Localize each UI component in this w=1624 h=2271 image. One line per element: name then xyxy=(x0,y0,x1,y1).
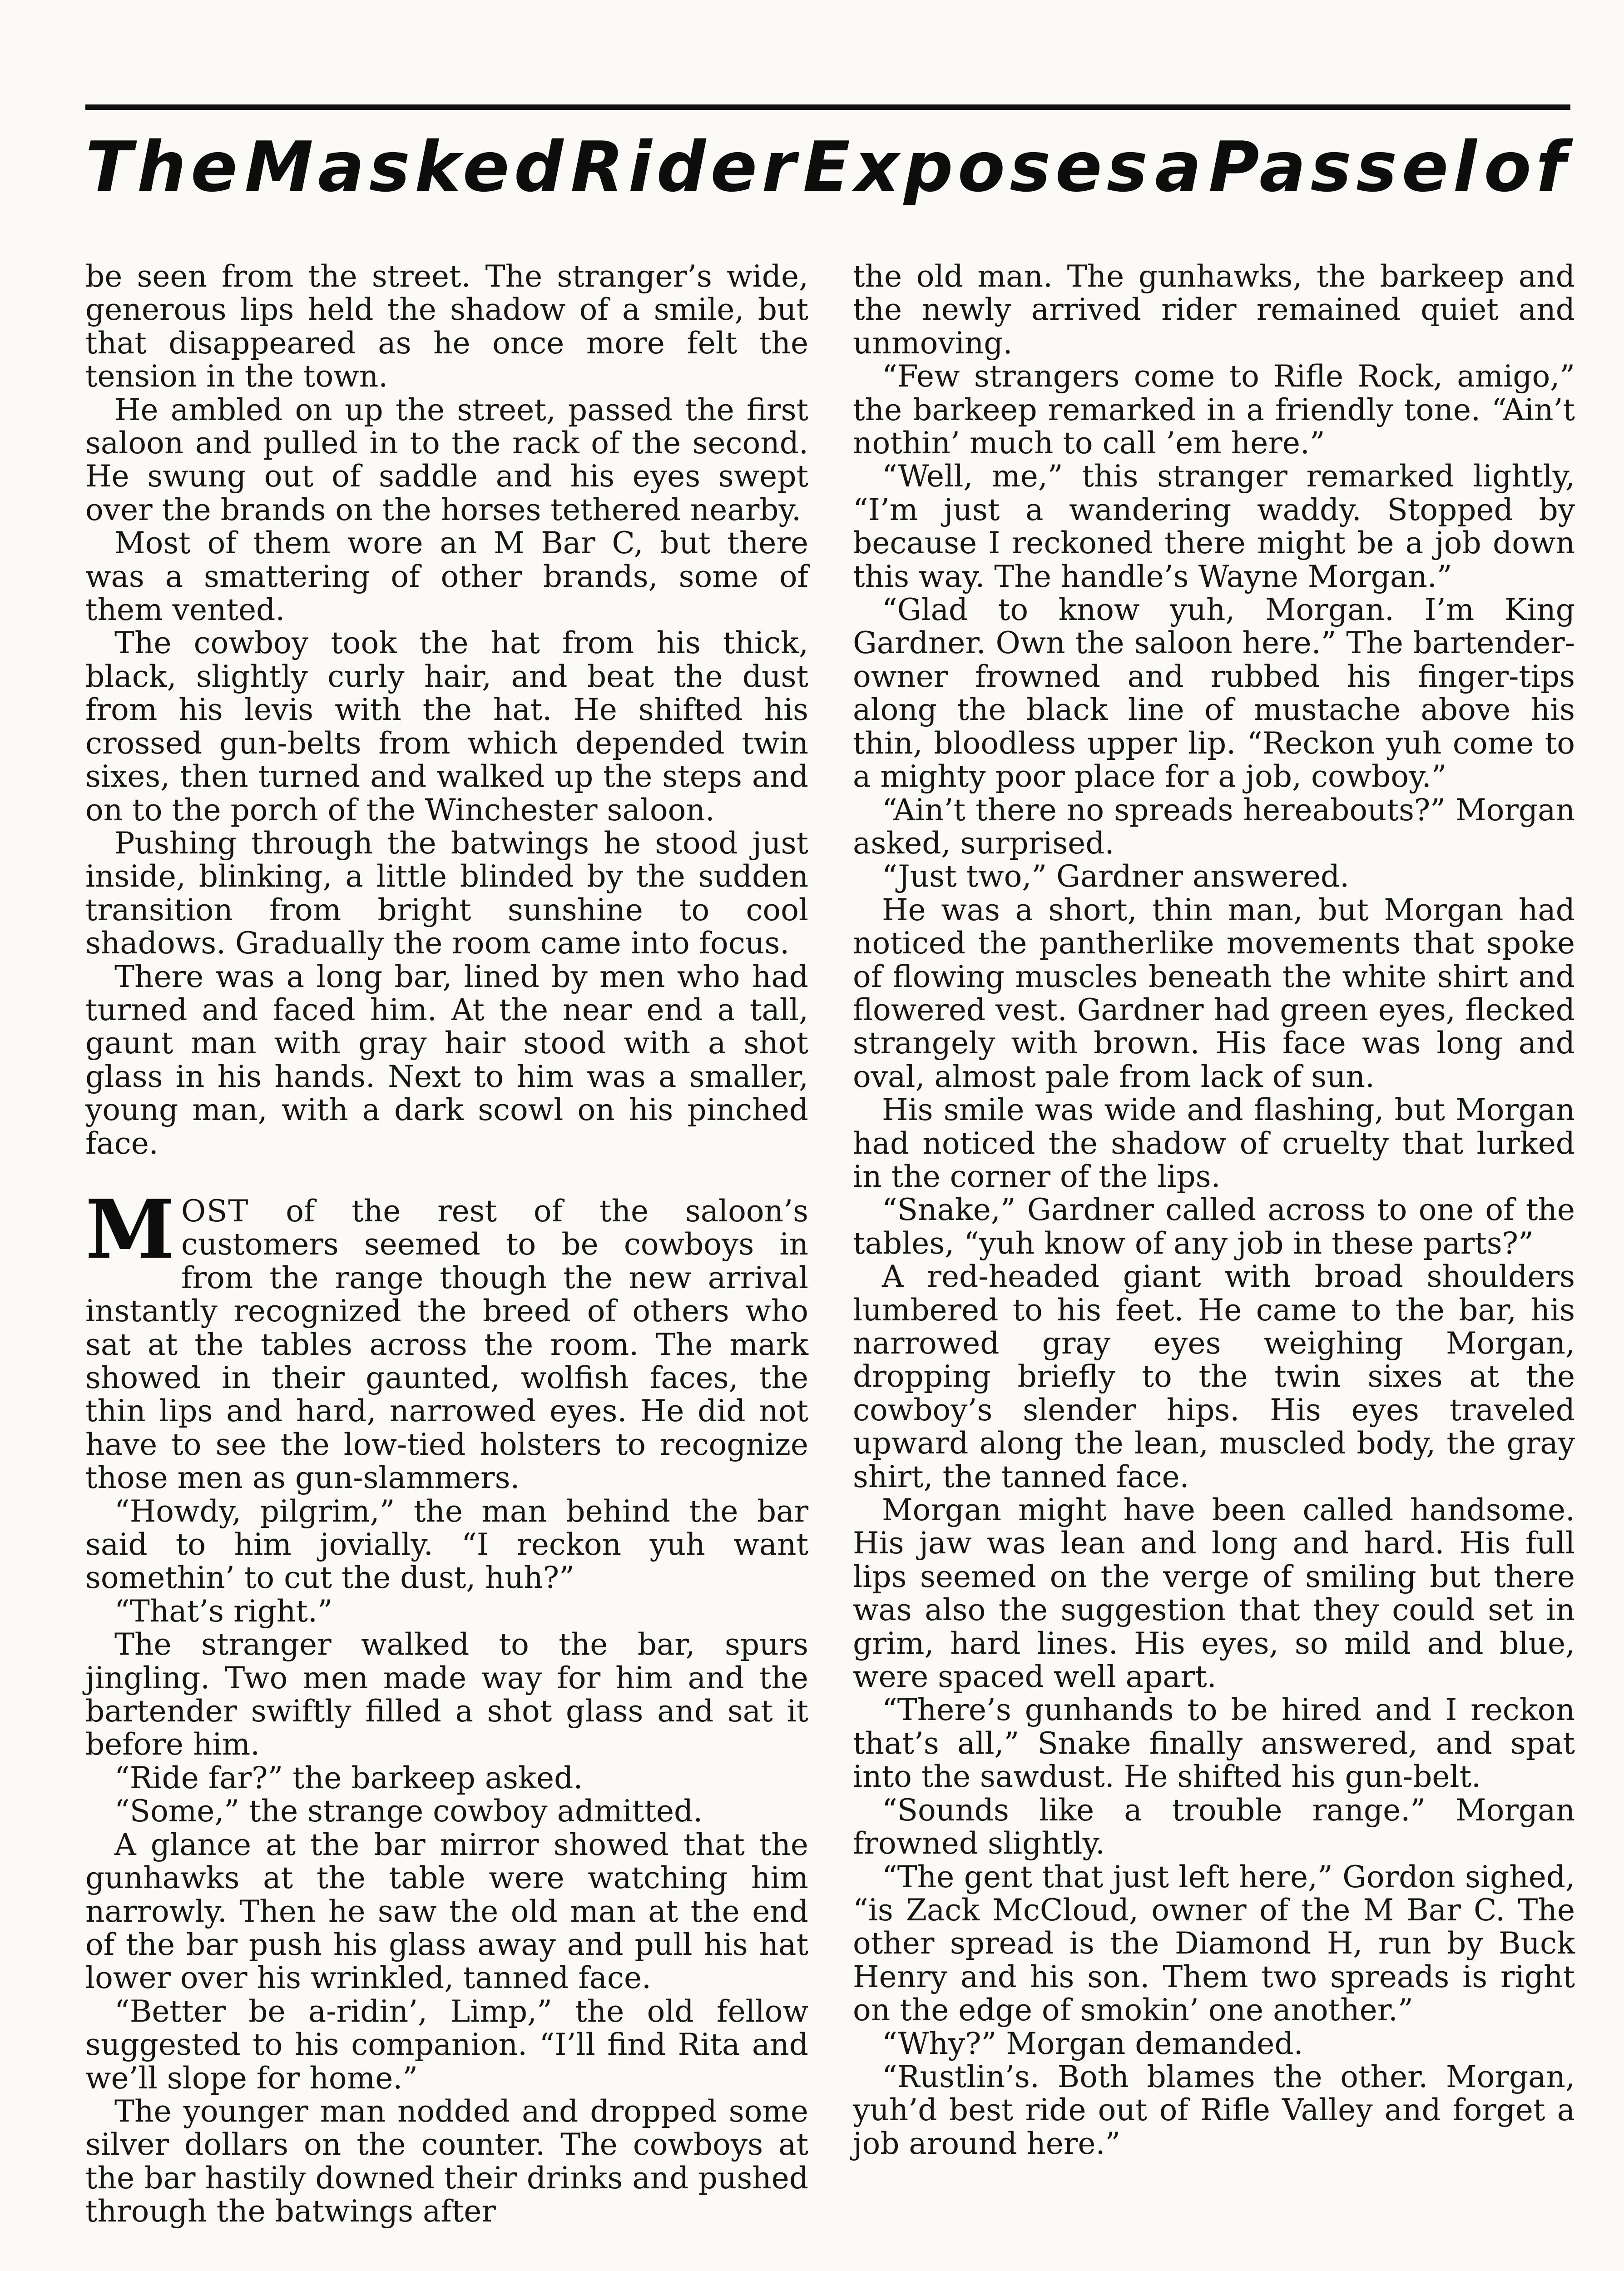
title-word: a xyxy=(1154,126,1206,207)
paragraph: “Few strangers come to Rifle Rock, amigo,” the barkeep remarked in a friendly tone. “Ain’t nothin’ much to call ’em here.” xyxy=(853,359,1575,461)
dropcap-paragraph xyxy=(85,1181,808,1496)
right-column xyxy=(853,260,1575,2160)
paragraph: He ambled on up the street, passed the first saloon and pulled in to the rack of the second. He swung out of saddle and his eyes swept over the brands on the horses tethered nearby. xyxy=(85,392,808,527)
paragraph: The stranger walked to the bar, spurs jingling. Two men made way for him and the bartender swiftly filled a shot glass and sat it before him. xyxy=(85,1627,808,1762)
paragraph: “Well, me,” this stranger remarked lightly, “I’m just a wandering waddy. Stopped by because I reckoned there might be a job down this way. The handle’s Wayne Morgan.” xyxy=(853,459,1575,594)
paragraph: He was a short, thin man, but Morgan had noticed the pantherlike movements that spoke of flowing muscles beneath the white shirt and flowered vest. Gardner had green eyes, flecked strangely with brown. His face was long and oval, almost pale from lack of sun. xyxy=(853,892,1575,1094)
paragraph: “Better be a-ridin’, Limp,” the old fellow suggested to his companion. “I’ll find Rita and we’ll slope for home.” xyxy=(85,1993,808,2096)
paragraph: “Glad to know yuh, Morgan. I’m King Gardner. Own the saloon here.” The bartender-owner frowned and rubbed his finger-tips along the black line of mustache above his thin, bloodless upper lip. “Reckon yuh come to a mighty poor place for a job, cowboy.” xyxy=(853,592,1575,794)
paragraph: “The gent that just left here,” Gordon sighed, “is Zack McCloud, owner of the M Bar C. The other spread is the Diamond H, run by Buck Henry and his son. Them two spreads is right on the edge of smokin’ one another.” xyxy=(853,1859,1575,2028)
paragraph: Morgan might have been called handsome. His jaw was lean and long and hard. His full lips seemed on the verge of smiling but there was also the suggestion that they could set in grim, hard lines. His eyes, so mild and blue, were spaced well apart. xyxy=(853,1493,1575,1695)
paragraph: “Howdy, pilgrim,” the man behind the bar said to him jovially. “I reckon yuh want somethin’ to cut the dust, huh?” xyxy=(85,1493,808,1596)
paragraph: There was a long bar, lined by men who had turned and faced him. At the near end a tall, gaunt man with gray hair stood with a shot glass in his hands. Next to him was a smaller, young man, with a dark scowl on his pinched face. xyxy=(85,959,808,1161)
paragraph: Most of them wore an M Bar C, but there was a smattering of other brands, some of them vented. xyxy=(85,526,808,628)
paragraph: be seen from the street. The stranger’s wide, generous lips held the shadow of a smile, but that disappeared as he once more felt the tension in the town. xyxy=(85,259,808,394)
title-word: Passel xyxy=(1208,126,1481,207)
paragraph: “Just two,” Gardner answered. xyxy=(882,859,1350,894)
title-word: of xyxy=(1484,126,1570,207)
paragraph: “Rustlin’s. Both blames the other. Morgan, yuh’d best ride out of Rifle Valley and forget a job around here.” xyxy=(853,2059,1575,2161)
title-word: Masked xyxy=(244,126,568,207)
header-rule xyxy=(85,104,1570,110)
title-word: The xyxy=(85,126,242,207)
drop-cap: M xyxy=(85,1181,175,1277)
lead-in: OST xyxy=(181,1193,249,1229)
paragraph: “Snake,” Gardner called across to one of the tables, “yuh know of any job in these parts?” xyxy=(853,1192,1575,1261)
paragraph: A glance at the bar mirror showed that the gunhawks at the table were watching him narrowly. Then he saw the old man at the end of the bar push his glass away and pull his hat lower over his wrinkled, tanned face. xyxy=(85,1827,808,1996)
paragraph: The cowboy took the hat from his thick, black, slightly curly hair, and beat the dust from his levis with the hat. He shifted his crossed gun-belts from which depended twin sixes, then turned and walked up the steps and on to the porch of the Winchester saloon. xyxy=(85,625,808,828)
paragraph: the old man. The gunhawks, the barkeep and the newly arrived rider remained quiet and unmoving. xyxy=(853,259,1575,361)
paragraph: The younger man nodded and dropped some silver dollars on the counter. The cowboys at the bar hastily downed their drinks and pushed through the batwings after xyxy=(85,2093,808,2229)
title-word: Exposes xyxy=(803,126,1153,207)
paragraph: “Ride far?” the barkeep asked. xyxy=(114,1760,583,1795)
title-word: Rider xyxy=(570,126,801,207)
paragraph-text: of the rest of the saloon’s customers seemed to be cowboys in from the range though the new arrival instantly recognized the breed of others who sat at the tables across the room. The mark showed in their gaunted, wolfish faces, the thin lips and hard, narrowed eyes. He did not have to see the low-tied holsters to recognize those men as gun-slammers. xyxy=(85,1193,808,1496)
story-title xyxy=(85,119,1570,214)
paragraph: Pushing through the batwings he stood just inside, blinking, a little blinded by the sudden transition from bright sunshine to cool shadows. Gradually the room came into focus. xyxy=(85,825,808,961)
paragraph: “There’s gunhands to be hired and I reckon that’s all,” Snake finally answered, and spat into the sawdust. He shifted his gun-belt. xyxy=(853,1692,1575,1795)
left-column xyxy=(85,260,808,2228)
paragraph: A red-headed giant with broad shoulders lumbered to his feet. He came to the bar, his narrowed gray eyes weighing Morgan, dropping briefly to the twin sixes at the cowboy’s slender hips. His eyes traveled upward along the lean, muscled body, the gray shirt, the tanned face. xyxy=(853,1259,1575,1494)
paragraph: His smile was wide and flashing, but Morgan had noticed the shadow of cruelty that lurked in the corner of the lips. xyxy=(853,1092,1575,1194)
paragraph: “Why?” Morgan demanded. xyxy=(882,2026,1303,2061)
paragraph: “Some,” the strange cowboy admitted. xyxy=(114,1794,703,1829)
paragraph: “Ain’t there no spreads hereabouts?” Morgan asked, surprised. xyxy=(853,792,1575,861)
paragraph: “That’s right.” xyxy=(114,1593,333,1629)
paragraph: “Sounds like a trouble range.” Morgan frowned slightly. xyxy=(853,1792,1575,1861)
